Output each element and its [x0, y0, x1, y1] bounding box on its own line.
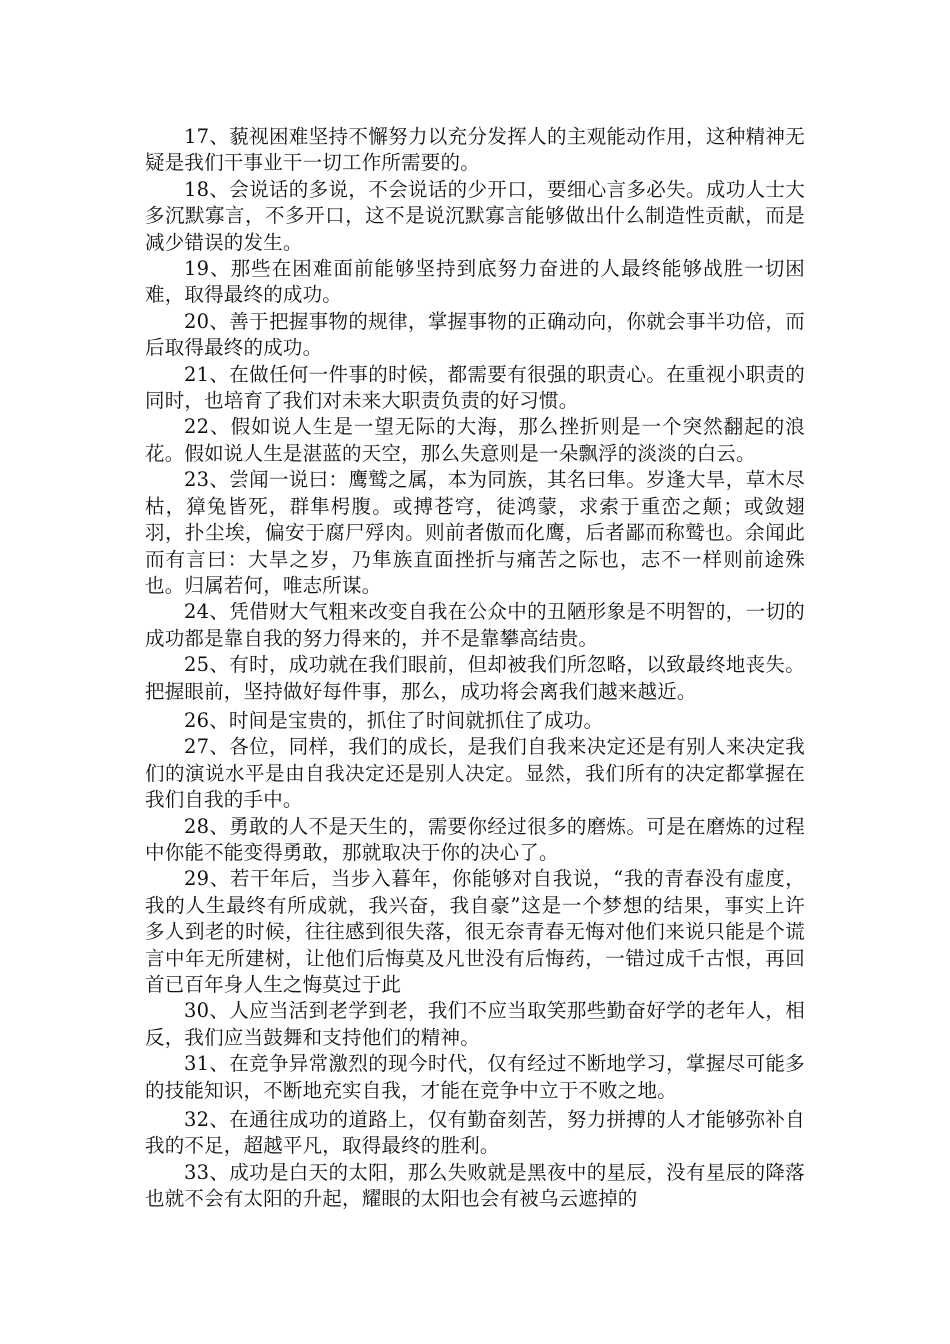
paragraph-28: 28、勇敢的人不是天生的，需要你经过很多的磨炼。可是在磨炼的过程中你能不能变得勇敢，那就取决于你的决心了。: [145, 814, 805, 864]
paragraph-31: 31、在竞争异常激烈的现今时代，仅有经过不断地学习，掌握尽可能多的技能知识，不断地充实自我，才能在竞争中立于不败之地。: [145, 1052, 805, 1102]
paragraph-27: 27、各位，同样，我们的成长，是我们自我来决定还是有别人来决定我们的演说水平是由自我决定还是别人决定。显然，我们所有的决定都掌握在我们自我的手中。: [145, 735, 805, 812]
paragraph-30: 30、人应当活到老学到老，我们不应当取笑那些勤奋好学的老年人，相反，我们应当鼓舞和支持他们的精神。: [145, 999, 805, 1049]
paragraph-25: 25、有时，成功就在我们眼前，但却被我们所忽略，以致最终地丧失。把握眼前，坚持做好每件事，那么，成功将会离我们越来越近。: [145, 653, 805, 703]
paragraph-22: 22、假如说人生是一望无际的大海，那么挫折则是一个突然翻起的浪花。假如说人生是湛蓝的天空，那么失意则是一朵飘浮的淡淡的白云。: [145, 415, 805, 465]
paragraph-17: 17、藐视困难坚持不懈努力以充分发挥人的主观能动作用，这种精神无疑是我们干事业干一切工作所需要的。: [145, 125, 805, 175]
paragraph-20: 20、善于把握事物的规律，掌握事物的正确动向，你就会事半功倍，而后取得最终的成功。: [145, 309, 805, 360]
paragraph-19: 19、那些在困难面前能够坚持到底努力奋进的人最终能够战胜一切困难，取得最终的成功。: [145, 257, 805, 307]
paragraph-18: 18、会说话的多说，不会说话的少开口，要细心言多必失。成功人士大多沉默寡言，不多开口，这不是说沉默寡言能够做出什么制造性贡献，而是减少错误的发生。: [145, 177, 805, 254]
paragraph-32: 32、在通往成功的道路上，仅有勤奋刻苦，努力拼搏的人才能够弥补自我的不足，超越平凡，取得最终的胜利。: [145, 1108, 805, 1158]
paragraph-23: 23、尝闻一说曰：鹰鹫之属，本为同族，其名曰隼。岁逢大旱，草木尽枯，獐兔皆死，群隼枵腹。或搏苍穹，徒鸿蒙，求索于重峦之颠；或敛翅羽，扑尘埃，偏安于腐尸殍肉。则前者傲而化鹰，后者鄙而称鹫也。余闻此而有言曰：大旱之岁，乃隼族直面挫折与痛苦之际也，志不一样则前途殊也。归属若何，唯志所谋。: [145, 468, 805, 597]
paragraph-33: 33、成功是白天的太阳，那么失败就是黑夜中的星辰，没有星辰的降落也就不会有太阳的升起，耀眼的太阳也会有被乌云遮掉的: [145, 1160, 805, 1211]
paragraph-24: 24、凭借财大气粗来改变自我在公众中的丑陋形象是不明智的，一切的成功都是靠自我的努力得来的，并不是靠攀高结贵。: [145, 600, 805, 650]
paragraph-29: 29、若干年后，当步入暮年，你能够对自我说，“我的青春没有虚度，我的人生最终有所成就，我兴奋，我自豪”这是一个梦想的结果，事实上许多人到老的时候，往往感到很失落，很无奈青春无悔对他们来说只能是个谎言中年无所建树，让他们后悔莫及凡世没有后悔药，一错过成千古恨，再回首已百年身人生之悔莫过于此: [145, 867, 805, 996]
paragraph-21: 21、在做任何一件事的时候，都需要有很强的职责心。在重视小职责的同时，也培育了我们对未来大职责负责的好习惯。: [145, 362, 805, 413]
document-page: [145, 124, 805, 1213]
paragraph-26: 26、时间是宝贵的，抓住了时间就抓住了成功。: [184, 708, 604, 732]
